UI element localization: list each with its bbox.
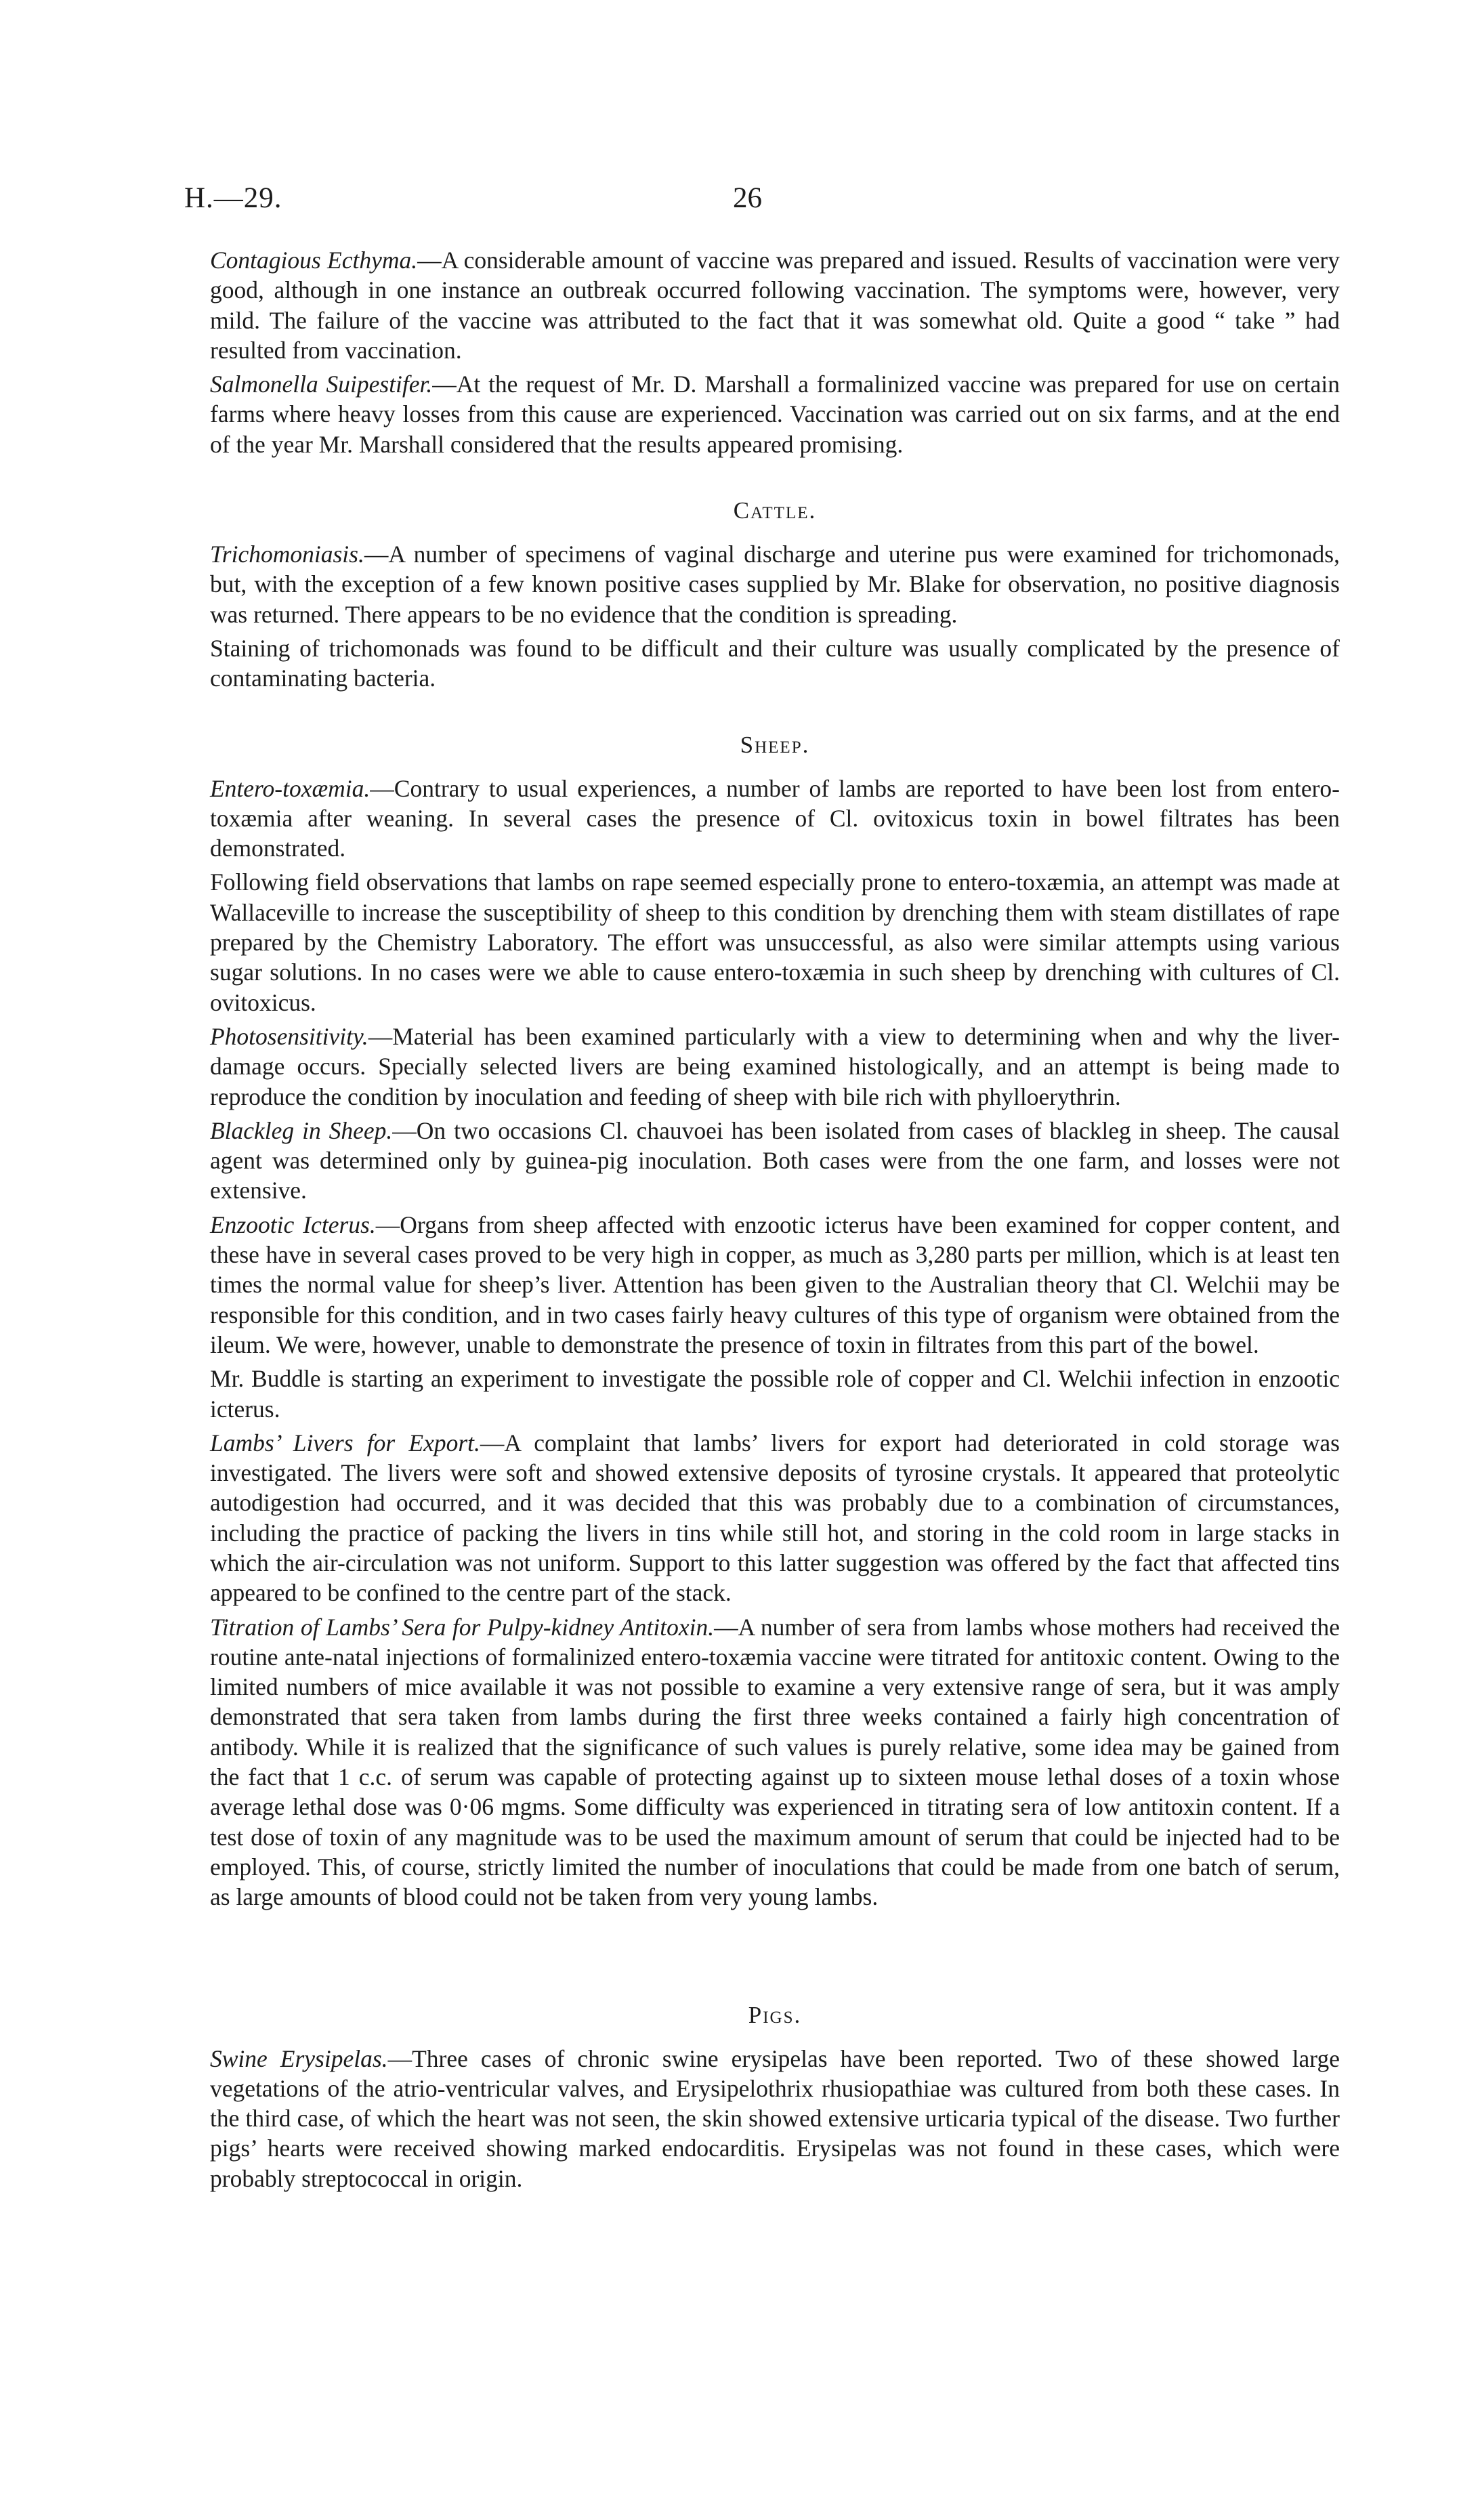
paragraph-text: —A considerable amount of vaccine was prepared and issued. Results of vaccination were very good, although in one instance an outbreak occurred following vaccination. The symptoms were, however, very mild. The failure of the vaccine was attributed to the fact that it was somewhat old. Quite a good “ take ” had resulted from vaccination. xyxy=(210,247,1340,364)
document-body xyxy=(210,245,1340,2198)
section-heading-pigs: Pigs. xyxy=(748,2001,802,2028)
page-header xyxy=(184,182,1322,222)
section-heading-cattle: Cattle. xyxy=(733,497,817,524)
paragraph-text: —A number of specimens of vaginal discharge and uterine pus were examined for trichomonads, but, with the exception of a few known positive cases supplied by Mr. Blake for observation, no positive diagnosis was returned. There appears to be no evidence that the condition is spreading. xyxy=(210,541,1340,628)
paragraph-field-observations xyxy=(210,867,1340,1017)
paragraph-text: —A complaint that lambs’ livers for export had deteriorated in cold storage was investigated. The livers were soft and showed extensive deposits of tyrosine crystals. It appeared that proteolytic autodigestion had occurred, and it was decided that this was probably due to a combination of circumstances, including the practice of packing the livers in tins while still hot, and storing in the cold room in large stacks in which the air-circulation was not uniform. Support to this latter suggestion was offered by the fact that affected tins appeared to be confined to the centre part of the stack. xyxy=(210,1429,1340,1607)
paragraph-text: —Material has been examined particularly with a view to determining when and why the liver-damage occurs. Specially selected livers are being examined histologically, and an attempt is being made to reproduce the condition by inoculation and feeding of sheep with bile rich with phylloerythrin. xyxy=(210,1022,1340,1110)
paragraph-lead: Trichomoniasis. xyxy=(210,541,364,568)
paragraph-lead: Contagious Ecthyma. xyxy=(210,247,418,274)
paragraph-salmonella xyxy=(210,369,1340,459)
document-reference: H.—29. xyxy=(184,182,282,214)
paragraph-lead: Blackleg in Sheep. xyxy=(210,1116,393,1144)
section-heading-sheep: Sheep. xyxy=(740,731,810,758)
paragraph-text: Following field observations that lambs on rape seemed especially prone to entero-toxæmia, an attempt was made at Wallaceville to increase the susceptibility of sheep to this condition by drenching them with steam distillates of rape prepared by the Chemistry Laboratory. The effort was unsuccessful, as also were similar attempts using various sugar solutions. In no cases were we able to cause entero-toxæmia in such sheep by drenching with cultures of Cl. ovitoxicus. xyxy=(210,868,1340,1016)
paragraph-enzootic-icterus xyxy=(210,1210,1340,1360)
paragraph-text: —Organs from sheep affected with enzootic icterus have been examined for copper content, and these have in several cases proved to be very high in copper, as much as 3,280 parts per million, which is at least ten times the normal value for sheep’s liver. Attention has been given to the Australian theory that Cl. Welchii may be responsible for this condition, and in two cases fairly heavy cultures of this type of organism were obtained from the ileum. We were, however, unable to demonstrate the presence of toxin in filtrates from this part of the bowel. xyxy=(210,1211,1340,1358)
paragraph-buddle-experiment xyxy=(210,1364,1340,1424)
paragraph-lead: Swine Erysipelas. xyxy=(210,2044,388,2072)
paragraph-text: —Contrary to usual experiences, a number of lambs are reported to have been lost from entero-toxæmia after weaning. In several cases the presence of Cl. ovitoxicus toxin in bowel filtrates has been demonstrated. xyxy=(210,774,1340,862)
paragraph-text: —At the request of Mr. D. Marshall a formalinized vaccine was prepared for use on certain farms where heavy losses from this cause are experienced. Vaccination was carried out on six farms, and at the end of the year Mr. Marshall considered that the results appeared promising. xyxy=(210,371,1340,458)
paragraph-lead: Enzootic Icterus. xyxy=(210,1211,376,1238)
paragraph-text: Staining of trichomonads was found to be difficult and their culture was usually complicated by the presence of contaminating bacteria. xyxy=(210,634,1340,692)
paragraph-lead: Salmonella Suipestifer. xyxy=(210,371,433,398)
paragraph-text: —A number of sera from lambs whose mothers had received the routine ante-natal injections of formalinized entero-toxæmia vaccine were titrated for antitoxic content. Owing to the limited numbers of mice available it was not possible to examine a very extensive range of sera, but it was amply demonstrated that sera taken from lambs during the first three weeks contained a fairly high concentration of antibody. While it is realized that the significance of such values is purely relative, some idea may be gained from the fact that 1 c.c. of serum was capable of protecting against up to sixteen mouse lethal doses of a toxin whose average lethal dose was 0·06 mgms. Some difficulty was experienced in titrating sera of low antitoxin content. If a test dose of toxin of any magnitude was to be used the maximum amount of serum that could be injected had to be employed. This, of course, strictly limited the number of inoculations that could be made from one batch of serum, as large amounts of blood could not be taken from very young lambs. xyxy=(210,1613,1340,1911)
paragraph-text: —Three cases of chronic swine erysipelas have been reported. Two of these showed large vegetations of the atrio-ventricular valves, and Erysipelothrix rhusiopathiae was cultured from both these cases. In the third case, of which the heart was not seen, the skin showed extensive urticaria typical of the disease. Two further pigs’ hearts were received showing marked endocarditis. Erysipelas was not found in these cases, which were probably streptococcal in origin. xyxy=(210,2044,1340,2192)
paragraph-titration xyxy=(210,1612,1340,1912)
paragraph-lead: Entero-toxæmia. xyxy=(210,774,371,802)
paragraph-lead: Lambs’ Livers for Export. xyxy=(210,1429,480,1456)
paragraph-contagious-ecthyma xyxy=(210,245,1340,365)
page-number: 26 xyxy=(733,182,762,214)
paragraph-text: Mr. Buddle is starting an experiment to investigate the possible role of copper and Cl. Welchii infection in enzootic icterus. xyxy=(210,1365,1340,1423)
paragraph-lead: Photosensitivity. xyxy=(210,1022,368,1050)
paragraph-text: —On two occasions Cl. chauvoei has been isolated from cases of blackleg in sheep. The causal agent was determined only by guinea-pig inoculation. Both cases were from the one farm, and losses were not extensive. xyxy=(210,1116,1340,1204)
paragraph-trichomoniasis xyxy=(210,539,1340,629)
paragraph-lambs-livers xyxy=(210,1428,1340,1608)
paragraph-blackleg xyxy=(210,1116,1340,1206)
paragraph-staining xyxy=(210,633,1340,694)
paragraph-swine-erysipelas xyxy=(210,2044,1340,2193)
paragraph-entero-toxaemia xyxy=(210,774,1340,864)
paragraph-lead: Titration of Lambs’ Sera for Pulpy-kidney Antitoxin. xyxy=(210,1613,715,1641)
paragraph-photosensitivity xyxy=(210,1022,1340,1112)
